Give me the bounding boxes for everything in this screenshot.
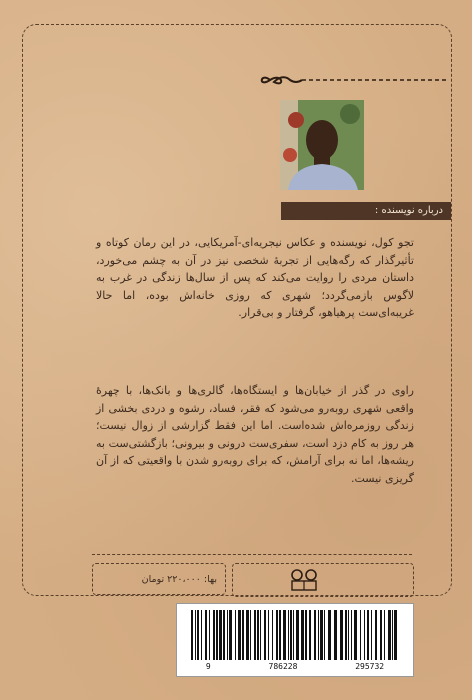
- barcode-bars: [177, 604, 413, 662]
- barcode-bar: [293, 610, 294, 660]
- barcode-bar: [328, 610, 331, 660]
- barcode-digit-group: 9: [205, 662, 211, 671]
- barcode-bar: [229, 610, 232, 660]
- barcode-bar: [288, 610, 289, 660]
- barcode-bar: [375, 610, 377, 660]
- barcode-bar: [260, 610, 261, 660]
- barcode-bar: [367, 610, 369, 660]
- barcode-bar: [254, 610, 256, 660]
- barcode-bar: [272, 610, 273, 660]
- barcode-bar: [324, 610, 325, 660]
- publisher-logo-icon: [289, 567, 319, 593]
- isbn-barcode: [176, 603, 414, 677]
- barcode-bar: [354, 610, 357, 660]
- author-bio: تجو کول، نویسنده و عکاس نیجریه‌ای-آمریکایی، در این رمان کوتاه و تأثیرگذار که رگه‌هایی از تجربهٔ شخصی نیز در آن به چشم می‌خورد، داستان مردی را روایت می‌کند که پس از سال‌ها زندگی در غرب به لاگوس بازمی‌گردد؛ شهری که روزی خانه‌اش بوده، اما حالا غریبه‌ای‌ست پرهیاهو، گرفتار و بی‌قرار.: [96, 236, 414, 319]
- barcode-bar: [268, 610, 269, 660]
- barcode-bar: [340, 610, 343, 660]
- price-box: [92, 563, 226, 595]
- about-author-label: درباره نویسنده :: [281, 202, 451, 220]
- barcode-bar: [364, 610, 365, 660]
- barcode-bar: [318, 610, 319, 660]
- barcode-bar: [351, 610, 352, 660]
- barcode-bar: [227, 610, 228, 660]
- barcode-digit-group: 295732: [355, 662, 385, 671]
- barcode-bar: [195, 610, 196, 660]
- barcode-bar: [371, 610, 372, 660]
- barcode-bar: [290, 610, 292, 660]
- barcode-bar: [264, 610, 266, 660]
- barcode-bar: [345, 610, 347, 660]
- barcode-bar: [296, 610, 299, 660]
- barcode-bar: [279, 610, 281, 660]
- barcode-bar: [309, 610, 311, 660]
- barcode-bar: [216, 610, 218, 660]
- barcode-bar: [242, 610, 244, 660]
- divider: [92, 554, 412, 555]
- book-summary: راوی در گذر از خیابان‌ها و ایستگاه‌ها، گالری‌ها و بانک‌ها، با چهرهٔ واقعی شهری روبه‌رو می‌شود که فقر، فساد، رشوه و دردی بخشی از زندگی روزمره‌اش شده‌است. اما این فقط گزارشی از زوال نیست؛ هر روز به کام دزد است، سفری‌ست درونی و بیرونی؛ بازگشتی‌ست به ریشه‌ها، اما نه برای آرامش، که برای روبه‌رو شدن با واقعیتی که از آن گریزی نیست.: [96, 384, 414, 485]
- barcode-bar: [384, 610, 385, 660]
- barcode-bar: [392, 610, 393, 660]
- barcode-bar: [305, 610, 307, 660]
- price-text: بها: ۲۲۰،۰۰۰ تومان: [141, 574, 217, 585]
- barcode-bar: [360, 610, 361, 660]
- barcode-bar: [205, 610, 207, 660]
- barcode-bar: [320, 610, 323, 660]
- barcode-bar: [235, 610, 236, 660]
- barcode-bar: [191, 610, 193, 660]
- barcode-bar: [250, 610, 251, 660]
- barcode-number: [177, 662, 413, 674]
- barcode-bar: [348, 610, 349, 660]
- barcode-bar: [301, 610, 304, 660]
- barcode-bar: [219, 610, 222, 660]
- ribbon-ornament-icon: [256, 70, 446, 90]
- barcode-digit-group: 786228: [268, 662, 298, 671]
- barcode-bar: [223, 610, 225, 660]
- barcode-bar: [283, 610, 286, 660]
- barcode-bar: [334, 610, 337, 660]
- barcode-bar: [314, 610, 316, 660]
- barcode-bar: [276, 610, 278, 660]
- barcode-bar: [238, 610, 241, 660]
- barcode-bar: [209, 610, 210, 660]
- barcode-bar: [213, 610, 215, 660]
- barcode-bar: [388, 610, 391, 660]
- publisher-box: [232, 563, 414, 597]
- barcode-bar: [201, 610, 202, 660]
- barcode-bar: [257, 610, 259, 660]
- barcode-bar: [246, 610, 249, 660]
- barcode-bar: [394, 610, 397, 660]
- barcode-bar: [197, 610, 199, 660]
- barcode-bar: [380, 610, 382, 660]
- author-photo: [280, 100, 364, 190]
